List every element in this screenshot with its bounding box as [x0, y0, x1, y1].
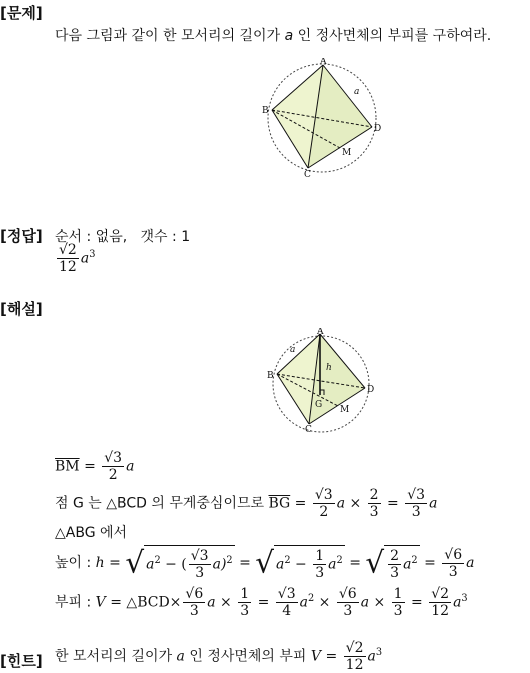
solution-line-volume: 부피 : V = △BCD× $\frac{√6}{3}$ a × $\frac{1}{3}$ = $\frac{√3}{4}$ $a^2$ × $\frac{√6}{3}$ a × $\frac{1}{3}$ = $\frac{√2}{12}$ $a^3$ — [55, 586, 468, 620]
vertex-d-label: D — [374, 124, 382, 134]
tetrahedron-figure-2 — [262, 328, 387, 433]
problem-text: 다음 그림과 같이 한 모서리의 길이가 a 인 정사면체의 부피를 구하여라. — [55, 28, 492, 44]
vertex-c-label: C — [304, 170, 311, 178]
point-m-label: M — [340, 405, 350, 415]
vertex-a-label: A — [320, 58, 327, 67]
vertex-c-label: C — [305, 425, 312, 433]
solution-line-bm: $\overline{BM}$ = $\frac{√3}{2}$ a — [55, 450, 135, 484]
vertex-a-label: A — [317, 328, 324, 337]
hint-text: 한 모서리의 길이가 a 인 정사면체의 부피 V = $\frac{√2}{12}$ $a^3$ — [55, 640, 383, 673]
vertex-b-label: B — [267, 371, 274, 381]
answer-meta: 순서 : 없음, 갯수 : 1 — [55, 229, 191, 245]
hint-label: [힌트] — [0, 652, 43, 670]
solution-line-bg: 점 G 는 △BCD 의 무게중심이므로 $\overline{BG}$ = $\frac{√3}{2}$ a × $\frac{2}{3}$ = $\frac{√3}{3}$ a — [55, 487, 438, 521]
tetrahedron-figure-1 — [250, 58, 400, 178]
answer-label: [정답] — [0, 227, 43, 245]
edge-a-label: a — [290, 345, 296, 355]
point-m-label: M — [342, 148, 352, 158]
problem-label: [문제] — [0, 4, 43, 22]
solution-label: [해설] — [0, 300, 43, 318]
solution-line-abg: △ABG 에서 — [55, 525, 128, 541]
variable-a: a — [284, 28, 294, 44]
point-g-label: G — [315, 400, 323, 410]
edge-a-label: a — [354, 87, 360, 97]
solution-line-height: 높이 : h = √ $a^2$ − ( $\frac{√3}{3}$ a)$^2$ = √ $a^2$ − $\frac{1}{3}$ $a^2$ = √ $\frac{2}{3}$ $a^2$ = $\frac{√6}{3}$ a — [55, 545, 475, 582]
vertex-d-label: D — [367, 385, 375, 395]
answer-value: $\frac{√2}{12}$ $a^3$ — [59, 242, 96, 276]
height-h-label: h — [326, 363, 332, 373]
vertex-b-label: B — [262, 106, 269, 116]
